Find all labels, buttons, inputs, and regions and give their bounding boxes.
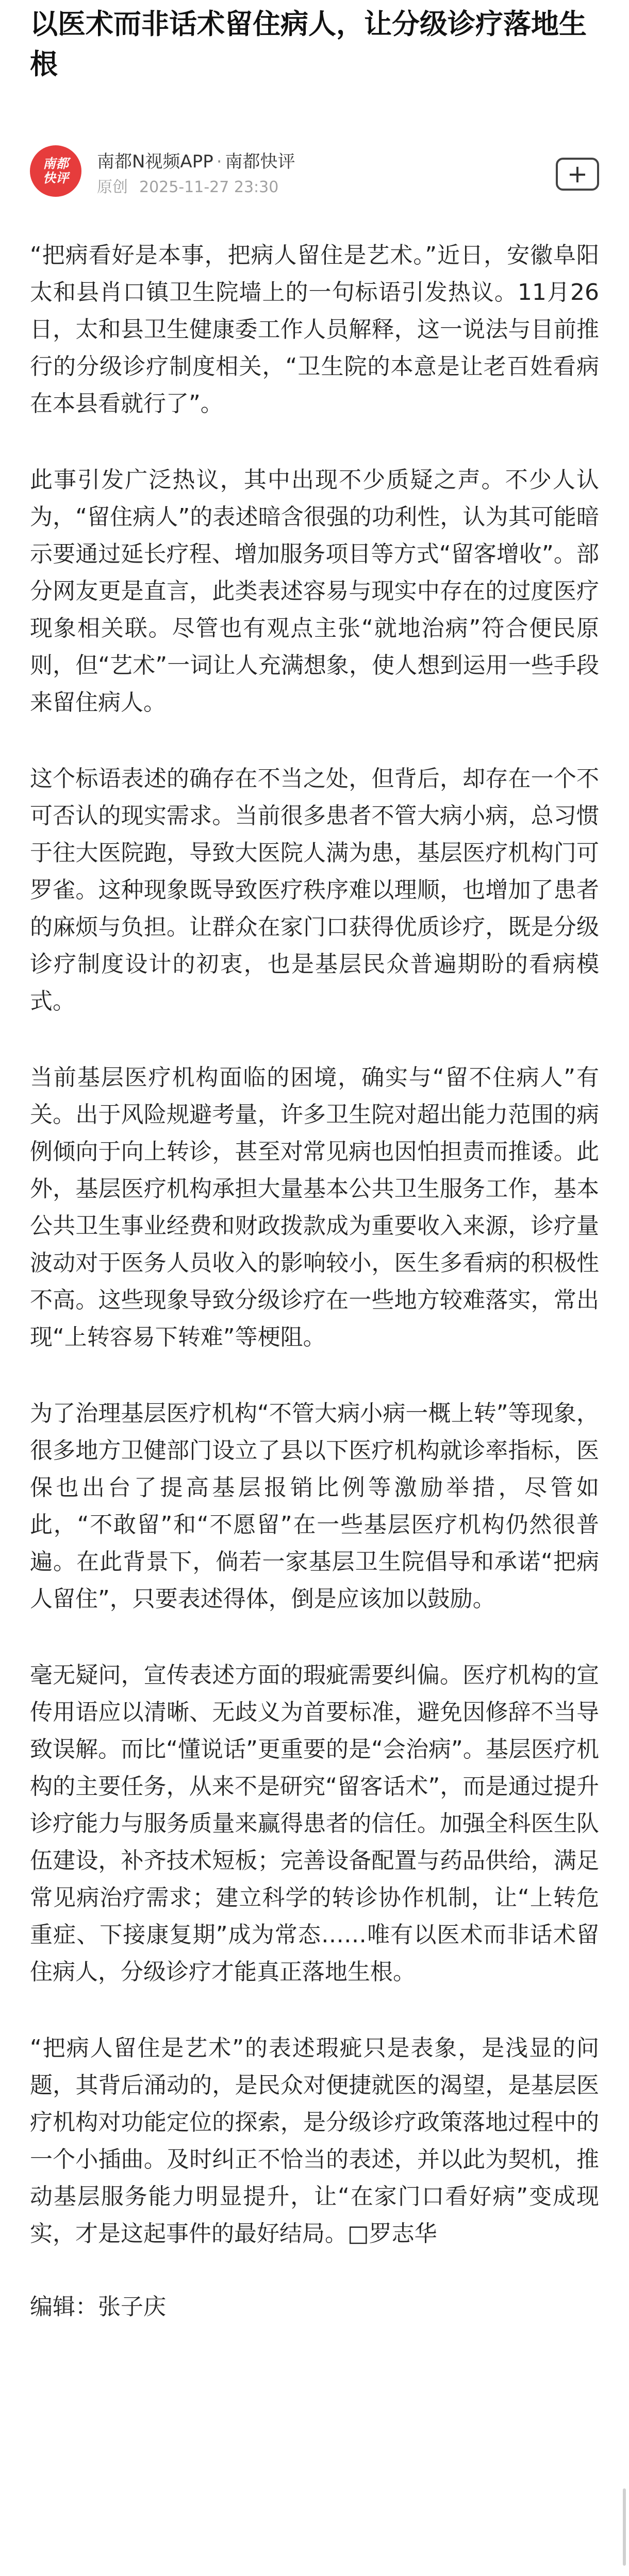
scrollbar-thumb[interactable] [623,2488,626,2566]
account-name[interactable]: 南都N视频APP [97,151,213,172]
paragraph: “把病看好是本事，把病人留住是艺术。”近日，安徽阜阳太和县肖口镇卫生院墙上的一句标语引发热议。11月26日，太和县卫生健康委工作人员解释，这一说法与目前推行的分级诊疗制度相关，“卫生院的本意是让老百姓看病在本县看就行了”。 [30,242,599,417]
follow-button[interactable] [556,158,599,191]
paragraph: 为了治理基层医疗机构“不管大病小病一概上转”等现象，很多地方卫健部门设立了县以下医疗机构就诊率指标，医保也出台了提高基层报销比例等激励举措，尽管如此，“不敢留”和“不愿留”在一些基层医疗机构仍然很普遍。在此背景下，倘若一家基层卫生院倡导和承诺“把病人留住”，只要表述得体，倒是应该加以鼓励。 [30,1400,599,1612]
original-tag: 原创 [97,178,128,196]
paragraph: 此事引发广泛热议，其中出现不少质疑之声。不少人认为，“留住病人”的表述暗含很强的功利性，认为其可能暗示要通过延长疗程、增加服务项目等方式“留客增收”。部分网友更是直言，此类表述容易与现实中存在的过度医疗现象相关联。尽管也有观点主张“就地治病”符合便民原则，但“艺术”一词让人充满想象，使人想到运用一些手段来留住病人。 [30,467,599,716]
publish-datetime: 2025-11-27 23:30 [139,178,279,196]
article-title: 以医术而非话术留住病人，让分级诊疗落地生根 [30,8,587,80]
column-name[interactable]: 南都快评 [225,151,295,172]
paragraph: 当前基层医疗机构面临的困境，确实与“留不住病人”有关。出于风险规避考量，许多卫生院对超出能力范围的病例倾向于向上转诊，甚至对常见病也因怕担责而推诿。此外，基层医疗机构承担大量基本公共卫生服务工作，基本公共卫生事业经费和财政拨款成为重要收入来源，诊疗量波动对于医务人员收入的影响较小，医生多看病的积极性不高。这些现象导致分级诊疗在一些地方较难落实，常出现“上转容易下转难”等梗阻。 [30,1064,599,1350]
account-logo[interactable] [30,145,81,197]
article-body [30,237,599,2326]
paragraph: 毫无疑问，宣传表述方面的瑕疵需要纠偏。医疗机构的宣传用语应以清晰、无歧义为首要标准，避免因修辞不当导致误解。而比“懂说话”更重要的是“会治病”。基层医疗机构的主要任务，从来不是研究“留客话术”，而是通过提升诊疗能力与服务质量来赢得患者的信任。加强全科医生队伍建设，补齐技术短板；完善设备配置与药品供给，满足常见病治疗需求；建立科学的转诊协作机制，让“上转危重症、下接康复期”成为常态……唯有以医术而非话术留住病人，分级诊疗才能真正落地生根。 [30,1662,599,1985]
logo-text-line1: 南都 [42,156,69,171]
plus-icon: + [567,160,588,189]
account-separator: · [216,151,222,172]
account-name-row [97,147,295,173]
paragraph: “把病人留住是艺术”的表述瑕疵只是表象，是浅显的问题，其背后涌动的，是民众对便捷就医的渴望，是基层医疗机构对功能定位的探索，是分级诊疗政策落地过程中的一个小插曲。及时纠正不恰当的表述，并以此为契机，推动基层服务能力明显提升，让“在家门口看好病”变成现实，才是这起事件的最好结局。□罗志华 [30,2035,599,2247]
source-header [30,140,599,202]
publish-meta [97,174,278,197]
paragraph: 这个标语表述的确存在不当之处，但背后，却存在一个不可否认的现实需求。当前很多患者不管大病小病，总习惯于往大医院跑，导致大医院人满为患，基层医疗机构门可罗雀。这种现象既导致医疗秩序难以理顺，也增加了患者的麻烦与负担。让群众在家门口获得优质诊疗，既是分级诊疗制度设计的初衷，也是基层民众普遍期盼的看病模式。 [30,766,599,1014]
editor-credit: 编辑：张子庆 [30,2294,166,2320]
logo-text-line2: 快评 [42,171,69,185]
